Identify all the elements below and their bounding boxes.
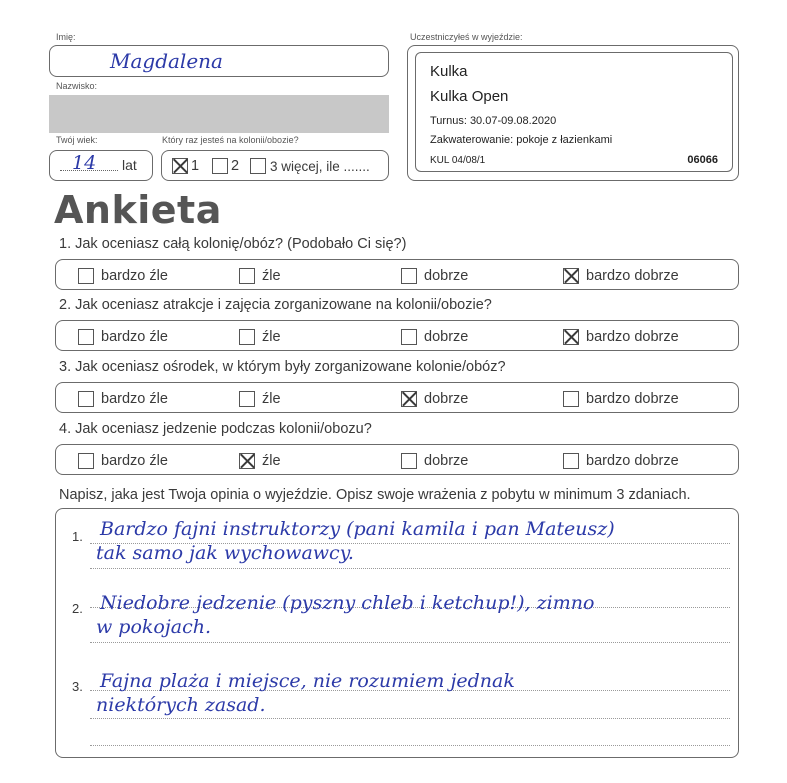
- question-3-option-1-label: bardzo źle: [101, 390, 168, 407]
- question-3-option-4-label: bardzo dobrze: [586, 390, 679, 407]
- question-4-option-4-label: bardzo dobrze: [586, 452, 679, 469]
- question-2-option-3-label: dobrze: [424, 328, 469, 345]
- question-4-option-3-checkbox[interactable]: [401, 453, 417, 469]
- times-option-1-label: 1: [191, 158, 200, 174]
- surname-label: Nazwisko:: [56, 81, 98, 91]
- question-4-option-4-checkbox[interactable]: [563, 453, 579, 469]
- question-4-text: 4. Jak oceniasz jedzenie podczas kolonii/obozu?: [59, 421, 372, 437]
- answer-1-line-2: tak samo jak wychowawcy.: [96, 542, 354, 564]
- answer-1-number: 1.: [72, 529, 83, 544]
- question-4-rating: [55, 444, 739, 475]
- question-2-option-1-label: bardzo źle: [101, 328, 168, 345]
- opinion-prompt: Napisz, jaka jest Twoja opinia o wyjeździe. Opisz swoje wrażenia z pobytu w minimum 3 zdaniach.: [59, 487, 691, 503]
- camp-turnus: Turnus: 30.07-09.08.2020: [430, 115, 557, 127]
- question-4-option-1-label: bardzo źle: [101, 452, 168, 469]
- opinion-box[interactable]: [55, 508, 739, 758]
- writing-line: [90, 568, 730, 569]
- name-field[interactable]: [49, 45, 389, 77]
- question-2-option-4-label: bardzo dobrze: [586, 328, 679, 345]
- question-3-text: 3. Jak oceniasz ośrodek, w którym były zorganizowane kolonie/obóz?: [59, 359, 506, 375]
- question-4-option-4[interactable]: [563, 445, 679, 476]
- question-1-option-2-checkbox[interactable]: [239, 268, 255, 284]
- writing-line: [90, 642, 730, 643]
- times-option-2-label: 2: [231, 158, 240, 174]
- question-3-rating: [55, 382, 739, 413]
- times-option-2[interactable]: [212, 158, 239, 174]
- times-option-3-checkbox[interactable]: [250, 158, 266, 174]
- name-label: Imię:: [56, 32, 76, 42]
- question-1-option-3-checkbox[interactable]: [401, 268, 417, 284]
- question-1-option-3[interactable]: [401, 260, 468, 291]
- question-4-option-2-label: źle: [262, 452, 281, 469]
- question-3-option-4-checkbox[interactable]: [563, 391, 579, 407]
- question-2-option-1-checkbox[interactable]: [78, 329, 94, 345]
- times-option-1-checkbox[interactable]: [172, 158, 188, 174]
- question-2-text: 2. Jak oceniasz atrakcje i zajęcia zorganizowane na kolonii/obozie?: [59, 297, 492, 313]
- camp-label: Uczestniczyłeś w wyjeździe:: [410, 32, 523, 42]
- camp-name: Kulka: [430, 63, 468, 80]
- writing-line: [90, 718, 730, 719]
- question-1-option-1[interactable]: [78, 260, 168, 291]
- question-3-option-1-checkbox[interactable]: [78, 391, 94, 407]
- times-option-3[interactable]: [250, 158, 370, 174]
- camp-lodging: Zakwaterowanie: pokoje z łazienkami: [430, 134, 613, 146]
- answer-2-number: 2.: [72, 601, 83, 616]
- question-1-option-4[interactable]: [563, 260, 679, 291]
- name-value: Magdalena: [110, 49, 223, 73]
- question-2-rating: [55, 320, 739, 351]
- question-2-option-1[interactable]: [78, 321, 168, 352]
- camp-info-box: [407, 45, 739, 181]
- age-unit: lat: [122, 157, 137, 173]
- question-2-option-4-checkbox[interactable]: [563, 329, 579, 345]
- question-1-option-1-checkbox[interactable]: [78, 268, 94, 284]
- question-3-option-3-checkbox[interactable]: [401, 391, 417, 407]
- question-3-option-2-label: źle: [262, 390, 281, 407]
- question-3-option-4[interactable]: [563, 383, 679, 414]
- question-2-option-2-label: źle: [262, 328, 281, 345]
- question-1-rating: [55, 259, 739, 290]
- question-4-option-3[interactable]: [401, 445, 468, 476]
- question-1-text: 1. Jak oceniasz całą kolonię/obóz? (Podobało Ci się?): [59, 236, 407, 252]
- question-4-option-1[interactable]: [78, 445, 168, 476]
- question-1-option-4-label: bardzo dobrze: [586, 267, 679, 284]
- age-field[interactable]: [49, 150, 153, 181]
- question-4-option-1-checkbox[interactable]: [78, 453, 94, 469]
- camp-info-inner: [415, 52, 733, 172]
- times-option-2-checkbox[interactable]: [212, 158, 228, 174]
- question-4-option-3-label: dobrze: [424, 452, 469, 469]
- writing-line: [90, 745, 730, 746]
- survey-title: Ankieta: [54, 188, 222, 232]
- question-1-option-2[interactable]: [239, 260, 281, 291]
- times-label: Który raz jesteś na kolonii/obozie?: [162, 135, 299, 145]
- age-label: Twój wiek:: [56, 135, 98, 145]
- times-field: [161, 150, 389, 181]
- question-1-option-4-checkbox[interactable]: [563, 268, 579, 284]
- question-3-option-2-checkbox[interactable]: [239, 391, 255, 407]
- question-2-option-4[interactable]: [563, 321, 679, 352]
- times-option-3-label: 3 więcej, ile .......: [270, 158, 370, 174]
- times-option-1[interactable]: [172, 158, 199, 174]
- question-3-option-2[interactable]: [239, 383, 281, 414]
- answer-3-number: 3.: [72, 679, 83, 694]
- question-2-option-3[interactable]: [401, 321, 468, 352]
- question-1-option-2-label: źle: [262, 267, 281, 284]
- answer-3-line-1: Fajna plaża i miejsce, nie rozumiem jednak: [100, 670, 515, 692]
- question-2-option-3-checkbox[interactable]: [401, 329, 417, 345]
- surname-redacted: [49, 95, 389, 133]
- answer-3-line-2: niektórych zasad.: [96, 694, 266, 716]
- answer-2-line-1: Niedobre jedzenie (pyszny chleb i ketchup!), zimno: [100, 592, 595, 614]
- age-value: 14: [72, 152, 97, 174]
- question-3-option-1[interactable]: [78, 383, 168, 414]
- question-1-option-3-label: dobrze: [424, 267, 469, 284]
- camp-code: KUL 04/08/1: [430, 155, 486, 166]
- camp-program: Kulka Open: [430, 88, 509, 105]
- question-3-option-3-label: dobrze: [424, 390, 469, 407]
- question-3-option-3[interactable]: [401, 383, 468, 414]
- question-2-option-2-checkbox[interactable]: [239, 329, 255, 345]
- camp-number: 06066: [687, 154, 718, 166]
- question-4-option-2[interactable]: [239, 445, 281, 476]
- question-4-option-2-checkbox[interactable]: [239, 453, 255, 469]
- answer-1-line-1: Bardzo fajni instruktorzy (pani kamila i pan Mateusz): [100, 518, 615, 540]
- question-2-option-2[interactable]: [239, 321, 281, 352]
- question-1-option-1-label: bardzo źle: [101, 267, 168, 284]
- answer-2-line-2: w pokojach.: [96, 616, 211, 638]
